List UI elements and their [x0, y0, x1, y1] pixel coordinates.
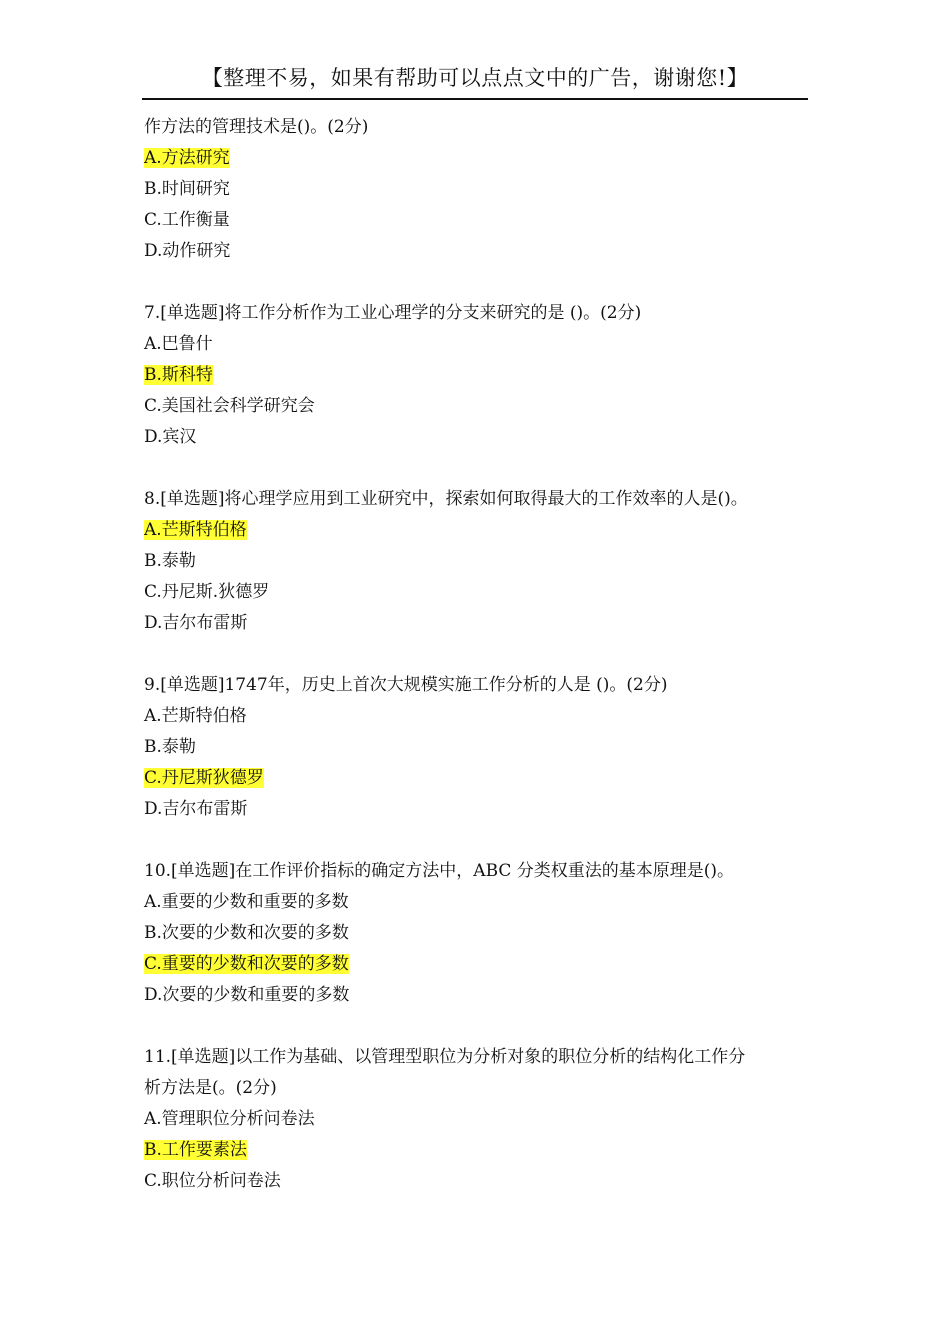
question-9-option-b: B.泰勒	[144, 737, 196, 757]
question-9-option-c	[144, 763, 812, 794]
question-6-option-b: B.时间研究	[144, 179, 230, 199]
question-10-stem: 10.[单选题]在工作评价指标的确定方法中，ABC 分类权重法的基本原理是()。	[144, 861, 735, 881]
question-9-stem: 9.[单选题]1747年，历史上首次大规模实施工作分析的人是 ()。(2分)	[144, 675, 668, 695]
question-6-option-c: C.工作衡量	[144, 210, 230, 230]
question-11-option-a: A.管理职位分析问卷法	[144, 1109, 315, 1129]
question-9-option-d: D.吉尔布雷斯	[144, 799, 248, 819]
question-6-option-a	[144, 143, 812, 174]
question-8-option-a	[144, 515, 812, 546]
spacer	[144, 825, 812, 856]
question-7-option-b	[144, 360, 812, 391]
question-6-option-d: D.动作研究	[144, 241, 231, 261]
answer-highlight: B.工作要素法	[144, 1140, 247, 1160]
answer-highlight: C.丹尼斯狄德罗	[144, 768, 264, 788]
question-7-option-a: A.巴鲁什	[144, 334, 213, 354]
question-11-stem-line-2: 析方法是(。(2分)	[144, 1078, 277, 1098]
answer-highlight: A.方法研究	[144, 148, 230, 168]
question-11-option-b	[144, 1135, 812, 1166]
question-10-option-b: B.次要的少数和次要的多数	[144, 923, 349, 943]
answer-highlight: C.重要的少数和次要的多数	[144, 954, 349, 974]
answer-highlight: B.斯科特	[144, 365, 213, 385]
spacer	[144, 453, 812, 484]
question-8-option-d: D.吉尔布雷斯	[144, 613, 248, 633]
spacer	[144, 1011, 812, 1042]
question-7-stem: 7.[单选题]将工作分析作为工业心理学的分支来研究的是 ()。(2分)	[144, 303, 642, 323]
question-7-option-d: D.宾汉	[144, 427, 197, 447]
question-11-option-c: C.职位分析问卷法	[144, 1171, 281, 1191]
question-10-option-d: D.次要的少数和重要的多数	[144, 985, 350, 1005]
question-11-stem-line-1: 11.[单选题]以工作为基础、以管理型职位为分析对象的职位分析的结构化工作分	[144, 1047, 746, 1067]
question-6-stem-tail: 作方法的管理技术是()。(2分)	[144, 117, 369, 137]
question-list	[144, 112, 812, 1197]
question-10-option-a: A.重要的少数和重要的多数	[144, 892, 349, 912]
question-8-option-b: B.泰勒	[144, 551, 196, 571]
page-header: 【整理不易，如果有帮助可以点点文中的广告，谢谢您!】	[142, 62, 808, 100]
question-8-option-c: C.丹尼斯.狄德罗	[144, 582, 270, 602]
question-9-option-a: A.芒斯特伯格	[144, 706, 247, 726]
question-7-option-c: C.美国社会科学研究会	[144, 396, 315, 416]
spacer	[144, 267, 812, 298]
question-8-stem: 8.[单选题]将心理学应用到工业研究中，探索如何取得最大的工作效率的人是()。	[144, 489, 748, 509]
spacer	[144, 639, 812, 670]
question-10-option-c	[144, 949, 812, 980]
answer-highlight: A.芒斯特伯格	[144, 520, 247, 540]
